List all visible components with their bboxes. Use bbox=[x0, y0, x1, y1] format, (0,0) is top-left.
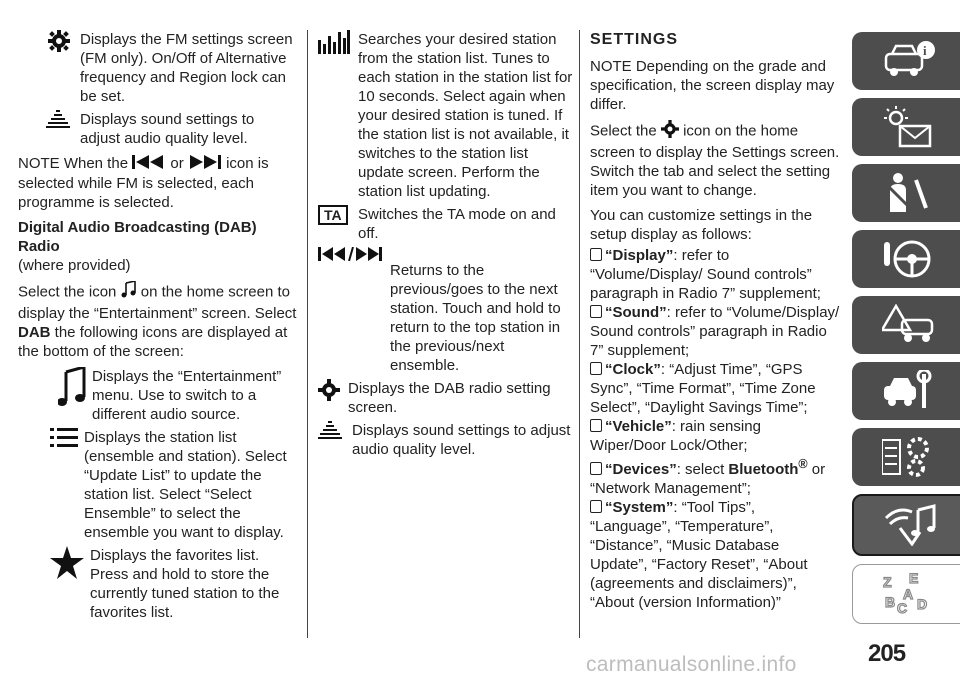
note-prefix: NOTE When the bbox=[18, 155, 129, 172]
gear-icon bbox=[661, 120, 679, 143]
settings-item-text: : “Adjust Time”, “GPS Sync”, “Time Format”, “Time Zone Select”, “Daylight Savings Time”; bbox=[590, 361, 816, 416]
tab-starting-driving[interactable] bbox=[852, 230, 960, 288]
settings-note: NOTE Depending on the grade and specification, the screen display may differ. bbox=[590, 58, 835, 113]
settings-item-sound bbox=[590, 303, 840, 360]
entertainment-item bbox=[18, 367, 298, 424]
settings-item-system bbox=[590, 498, 840, 612]
select-icon-c: the following icons are displayed at the bottom of the screen: bbox=[18, 323, 288, 360]
station-list-item bbox=[18, 428, 298, 542]
search-text: Searches your desired station from the station list. Tunes to each station in the station list for 10 seconds. Select again when your desired station is tuned. If the station list is not available, it switches to the station list update screen. Perform the station list updating. bbox=[358, 31, 573, 200]
bluetooth-label: Bluetooth bbox=[728, 461, 799, 478]
settings-item-text: : “Tool Tips”, “Language”, “Temperature”, “Distance”, “Music Database Update”, “Factory Reset”, “About (agreements and disclaimers)”, “About (version Information)” bbox=[590, 499, 808, 611]
settings-item-vehicle bbox=[590, 417, 840, 455]
prev-next-icon bbox=[318, 247, 384, 266]
checkbox-icon bbox=[590, 362, 602, 375]
settings-select-b: icon on the home screen to display the Settings screen. Switch the tab and select the setting item you want to change. bbox=[590, 122, 840, 199]
note-suffix: icon is selected while FM is selected, each programme is selected. bbox=[18, 155, 269, 211]
prev-next-item bbox=[318, 247, 574, 375]
checkbox-icon bbox=[590, 248, 602, 261]
dab-settings-text: Displays the DAB radio setting screen. bbox=[348, 380, 551, 416]
entertainment-text: Displays the “Entertainment” menu. Use to switch to a different audio source. bbox=[92, 367, 282, 423]
column-left bbox=[18, 30, 298, 626]
column-divider-2 bbox=[579, 30, 580, 638]
ta-item bbox=[318, 205, 574, 243]
checkbox-icon bbox=[590, 462, 602, 475]
tab-lights-messages[interactable] bbox=[852, 98, 960, 156]
fm-settings-text: Displays the FM settings screen (FM only). On/Off of Alternative frequency and Region lock can be set. bbox=[80, 31, 293, 105]
sound-settings-item-2 bbox=[318, 421, 574, 459]
select-icon-b: on the home screen to display the “Entertainment” screen. Select bbox=[18, 283, 297, 322]
svg-text:i: i bbox=[923, 43, 927, 58]
settings-item-label: “Devices” bbox=[605, 461, 677, 478]
svg-text:C: C bbox=[897, 600, 908, 615]
column-divider-1 bbox=[307, 30, 308, 638]
tab-technical-specs[interactable] bbox=[852, 428, 960, 486]
settings-select bbox=[590, 120, 840, 200]
note-or: or bbox=[170, 155, 184, 172]
settings-item-text: : refer to “Volume/Display/ Sound controls” paragraph in Radio 7” supplement; bbox=[590, 304, 840, 359]
gear-icon bbox=[18, 30, 74, 57]
station-list-text: Displays the station list (ensemble and station). Select “Update List” to update the station list. Select “Select Ensemble” to select the ensemble you want to display. bbox=[84, 428, 287, 541]
svg-text:A: A bbox=[903, 586, 914, 602]
gears-icon bbox=[882, 436, 936, 478]
chapter-tabs bbox=[852, 32, 960, 632]
prev-next-text: Returns to the previous/goes to the next station. Touch and hold to return to the top station in the previous/next ensemble. bbox=[390, 262, 561, 374]
svg-text:B: B bbox=[885, 594, 896, 610]
svg-text:E: E bbox=[909, 573, 919, 586]
dab-heading: Digital Audio Broadcasting (DAB) Radio bbox=[18, 218, 257, 255]
settings-title: SETTINGS bbox=[590, 31, 679, 48]
settings-item-label: “Sound” bbox=[605, 304, 667, 321]
settings-select-a: Select the bbox=[590, 122, 657, 140]
car-wrench-icon bbox=[882, 370, 936, 412]
tab-emergency[interactable] bbox=[852, 296, 960, 354]
dab-where: (where provided) bbox=[18, 256, 131, 274]
settings-item-devices bbox=[590, 455, 840, 498]
music-icon bbox=[18, 367, 86, 412]
seatbelt-icon bbox=[882, 172, 936, 214]
dab-settings-item bbox=[318, 379, 574, 417]
settings-item-label: “Vehicle” bbox=[605, 418, 672, 435]
gear-icon bbox=[318, 379, 342, 406]
warning-light-icon bbox=[882, 106, 936, 148]
ta-text: Switches the TA mode on and off. bbox=[358, 206, 556, 242]
ta-icon bbox=[318, 205, 352, 225]
tab-index[interactable] bbox=[852, 564, 960, 624]
dab-label: DAB bbox=[18, 323, 51, 341]
emergency-icon bbox=[882, 304, 936, 346]
favorites-text: Displays the favorites list. Press and hold to store the currently tuned station to the favorites list. bbox=[90, 546, 280, 621]
settings-item-display bbox=[590, 246, 840, 303]
page-number: 205 bbox=[868, 640, 906, 667]
equalizer-icon bbox=[18, 110, 74, 135]
note-paragraph bbox=[18, 154, 298, 212]
favorites-item bbox=[18, 546, 298, 622]
settings-item-text: : select bbox=[676, 461, 725, 478]
equalizer-icon bbox=[318, 421, 346, 446]
tab-multimedia[interactable] bbox=[852, 494, 960, 556]
index-letters-icon bbox=[883, 573, 937, 615]
multimedia-icon bbox=[884, 504, 938, 546]
settings-item-label: “Clock” bbox=[605, 361, 661, 378]
checkbox-icon bbox=[590, 419, 602, 432]
watermark: carmanualsonline.info bbox=[586, 653, 797, 676]
tab-maintenance[interactable] bbox=[852, 362, 960, 420]
ta-label: TA bbox=[318, 205, 348, 225]
column-middle bbox=[318, 30, 574, 463]
music-note-icon bbox=[121, 281, 137, 304]
svg-text:Z: Z bbox=[883, 574, 892, 590]
devices-rest: or “Network Management”; bbox=[590, 461, 826, 497]
checkbox-icon bbox=[590, 500, 602, 513]
settings-item-text: : refer to “Volume/Display/ Sound controls” paragraph in Radio 7” supplement; bbox=[590, 247, 821, 302]
fm-settings-item bbox=[18, 30, 298, 106]
column-right bbox=[590, 30, 840, 612]
tab-safety[interactable] bbox=[852, 164, 960, 222]
sound-settings-text-2: Displays sound settings to adjust audio quality level. bbox=[352, 422, 571, 458]
sound-settings-item bbox=[18, 110, 298, 148]
select-icon-paragraph bbox=[18, 281, 298, 361]
next-icon bbox=[188, 155, 222, 174]
search-item bbox=[318, 30, 574, 201]
list-icon bbox=[18, 428, 78, 453]
sound-settings-text: Displays sound settings to adjust audio quality level. bbox=[80, 111, 255, 147]
settings-item-label: “System” bbox=[605, 499, 674, 516]
checkbox-icon bbox=[590, 305, 602, 318]
svg-text:D: D bbox=[917, 596, 928, 612]
settings-item-text: : rain sensing Wiper/Door Lock/Other; bbox=[590, 418, 761, 454]
scan-bars-icon bbox=[318, 30, 352, 59]
registered-mark: ® bbox=[798, 457, 808, 471]
car-info-icon bbox=[882, 40, 936, 82]
settings-customize: You can customize settings in the setup display as follows: bbox=[590, 207, 813, 243]
steering-wheel-icon bbox=[882, 238, 936, 280]
tab-car-info[interactable] bbox=[852, 32, 960, 90]
settings-item-label: “Display” bbox=[605, 247, 674, 264]
select-icon-a: Select the icon bbox=[18, 283, 117, 300]
settings-item-clock bbox=[590, 360, 840, 417]
previous-icon bbox=[132, 155, 166, 174]
star-icon bbox=[18, 546, 84, 585]
